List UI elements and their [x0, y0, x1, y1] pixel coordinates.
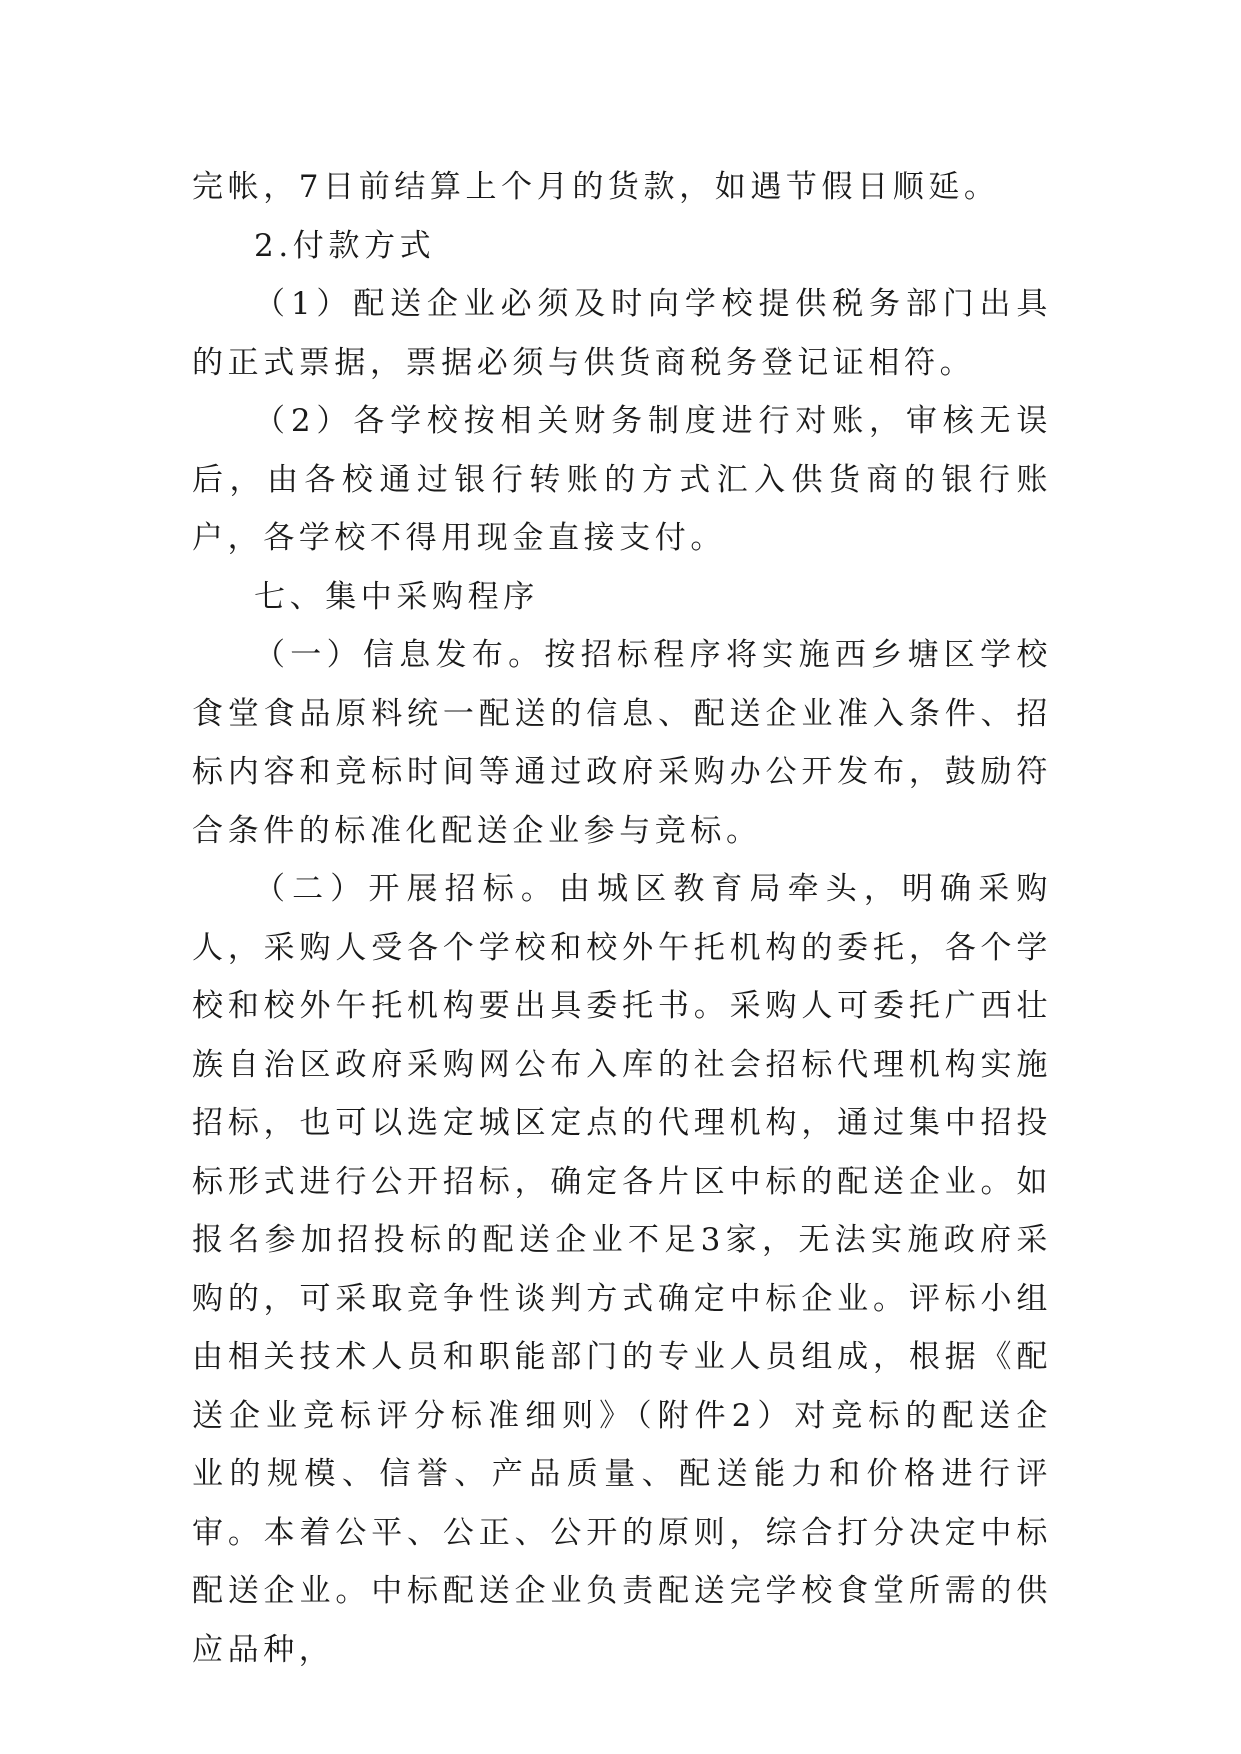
paragraph-settlement-continuation: 完帐，7日前结算上个月的货款，如遇节假日顺延。	[192, 169, 1000, 205]
document-body	[192, 158, 1052, 1679]
paragraph-payment-invoice: （1）配送企业必须及时向学校提供税务部门出具的正式票据，票据必须与供货商税务登记证相符。	[192, 286, 1052, 381]
heading-payment-method: 2.付款方式	[254, 227, 436, 264]
paragraph-conduct-bidding: （二）开展招标。由城区教育局牵头，明确采购人，采购人受各个学校和校外午托机构的委托，各个学校和校外午托机构要出具委托书。采购人可委托广西壮族自治区政府采购网公布入库的社会招标代理机构实施招标，也可以选定城区定点的代理机构，通过集中招投标形式进行公开招标，确定各片区中标的配送企业。如报名参加招投标的配送企业不足3家，无法实施政府采购的，可采取竞争性谈判方式确定中标企业。评标小组由相关技术人员和职能部门的专业人员组成，根据《配送企业竞标评分标准细则》（附件2）对竞标的配送企业的规模、信誉、产品质量、配送能力和价格进行评审。本着公平、公正、公开的原则，综合打分决定中标配送企业。中标配送企业负责配送完学校食堂所需的供应品种，	[192, 871, 1052, 1668]
heading-procurement-procedure: 七、集中采购程序	[254, 578, 539, 615]
paragraph-payment-transfer: （2）各学校按相关财务制度进行对账，审核无误后，由各校通过银行转账的方式汇入供货商的银行账户，各学校不得用现金直接支付。	[192, 403, 1052, 556]
paragraph-information-release: （一）信息发布。按招标程序将实施西乡塘区学校食堂食品原料统一配送的信息、配送企业准入条件、招标内容和竞标时间等通过政府采购办公开发布，鼓励符合条件的标准化配送企业参与竞标。	[192, 637, 1052, 849]
